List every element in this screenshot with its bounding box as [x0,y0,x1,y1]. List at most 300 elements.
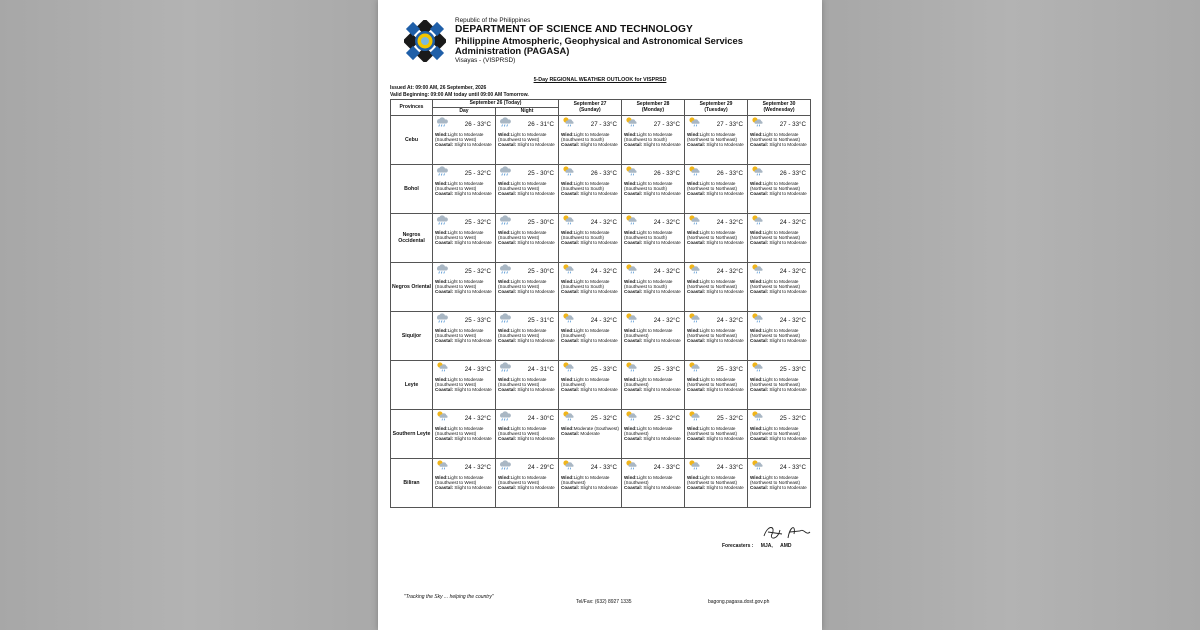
coastal-label: Coastal: [750,142,769,148]
wind-value: Light to Moderate (Northwest to Northeast) [750,475,801,486]
coastal-value: Slight to Moderate [643,387,681,393]
sun-cloud-rain-icon [624,214,639,232]
forecast-cell [685,116,748,165]
rain-cloud-icon [498,410,513,428]
forecast-cell [748,459,811,508]
temperature-range: 25 - 33°C [590,365,617,373]
wind-label: Wind: [687,279,700,284]
wind-label: Wind: [498,475,511,480]
wind-value: Light to Moderate (Northwest to Northeast) [750,328,801,339]
coastal-value: Slight to Moderate [517,240,555,246]
forecast-cell [622,410,685,459]
province-name: Siquijor [391,312,433,361]
coastal-value: Slight to Moderate [769,191,807,197]
coastal-value: Slight to Moderate [706,387,744,393]
wind-value: Light to Moderate (Southwest to South) [624,230,673,241]
forecast-cell [748,312,811,361]
coastal-value: Slight to Moderate [769,387,807,393]
forecasters-label: Forecasters : [722,543,754,549]
coastal-value: Slight to Moderate [643,436,681,442]
wind-value: Light to Moderate (Northwest to Northeast) [687,279,738,290]
sun-cloud-rain-icon [750,263,765,281]
wind-label: Wind: [498,279,511,284]
wind-label: Wind: [498,181,511,186]
forecast-cell [496,312,559,361]
sun-cloud-rain-icon [435,361,450,379]
wind-value: Light to Moderate (Southwest to West) [435,132,484,143]
forecast-cell [496,165,559,214]
wind-label: Wind: [498,328,511,333]
coastal-label: Coastal: [750,436,769,442]
forecast-cell [433,361,496,410]
wind-value: Light to Moderate (Southwest) [624,328,673,339]
coastal-value: Slight to Moderate [517,142,555,148]
wind-value: Light to Moderate (Southwest to West) [498,328,547,339]
coastal-label: Coastal: [687,387,706,393]
forecast-cell [559,312,622,361]
day-header: September 30 (Wednesday) [748,100,811,116]
temperature-range: 24 - 32°C [779,218,806,226]
temperature-range: 25 - 33°C [464,316,491,324]
forecast-cell [748,214,811,263]
temperature-range: 25 - 32°C [464,267,491,275]
coastal-label: Coastal: [435,338,454,344]
sun-cloud-rain-icon [624,312,639,330]
forecast-cell [685,214,748,263]
sun-cloud-rain-icon [750,214,765,232]
provinces-header: Provinces [391,100,433,116]
wind-value: Light to Moderate (Southwest to West) [498,181,547,192]
forecast-cell [685,312,748,361]
temperature-range: 24 - 32°C [653,316,680,324]
coastal-value: Slight to Moderate [454,240,492,246]
coastal-value: Slight to Moderate [706,485,744,491]
coastal-value: Slight to Moderate [454,436,492,442]
wind-label: Wind: [561,475,574,480]
forecast-cell [559,214,622,263]
table-row [391,312,811,361]
forecast-cell [433,165,496,214]
coastal-value: Slight to Moderate [580,240,618,246]
temperature-range: 25 - 33°C [716,365,743,373]
coastal-value: Slight to Moderate [643,485,681,491]
province-name: Biliran [391,459,433,508]
sun-cloud-rain-icon [687,459,702,477]
table-row [391,410,811,459]
temperature-range: 24 - 32°C [653,267,680,275]
coastal-label: Coastal: [624,387,643,393]
coastal-label: Coastal: [687,240,706,246]
sun-cloud-rain-icon [687,214,702,232]
wind-value: Light to Moderate (Southwest) [561,328,610,339]
today-night-header: Night [496,108,559,116]
coastal-value: Slight to Moderate [580,338,618,344]
temperature-range: 24 - 32°C [590,316,617,324]
rain-cloud-icon [498,361,513,379]
temperature-range: 24 - 29°C [527,463,554,471]
republic-line: Republic of the Philippines [455,17,531,24]
forecast-cell [748,410,811,459]
coastal-value: Moderate [580,431,600,437]
wind-value: Light to Moderate (Southwest to West) [498,279,547,290]
coastal-label: Coastal: [561,485,580,491]
wind-value: Light to Moderate (Southwest to South) [624,132,673,143]
wind-value: Light to Moderate (Southwest) [624,475,673,486]
forecast-cell [433,459,496,508]
coastal-label: Coastal: [498,387,517,393]
wind-label: Wind: [498,132,511,137]
wind-label: Wind: [750,181,763,186]
coastal-value: Slight to Moderate [643,289,681,295]
forecast-cell [559,165,622,214]
coastal-value: Slight to Moderate [769,485,807,491]
temperature-range: 26 - 33°C [590,169,617,177]
coastal-label: Coastal: [435,289,454,295]
temperature-range: 25 - 32°C [716,414,743,422]
forecaster-signatures [762,522,812,544]
wind-label: Wind: [750,377,763,382]
temperature-range: 27 - 33°C [779,120,806,128]
wind-value: Light to Moderate (Southwest to South) [624,279,673,290]
weather-outlook-table [390,99,811,508]
coastal-label: Coastal: [435,387,454,393]
sun-cloud-rain-icon [624,263,639,281]
wind-label: Wind: [435,377,448,382]
sun-cloud-rain-icon [624,410,639,428]
forecast-cell [496,263,559,312]
coastal-value: Slight to Moderate [706,289,744,295]
coastal-label: Coastal: [498,191,517,197]
sun-cloud-rain-icon [561,214,576,232]
forecast-cell [685,165,748,214]
temperature-range: 25 - 33°C [779,365,806,373]
wind-label: Wind: [624,230,637,235]
wind-value: Light to Moderate (Northwest to Northeast) [687,132,738,143]
forecast-cell [622,116,685,165]
forecast-cell [748,116,811,165]
wind-label: Wind: [561,328,574,333]
agency-name-line1: Philippine Atmospheric, Geophysical and Astronomical Services [455,34,743,46]
coastal-label: Coastal: [687,142,706,148]
wind-value: Light to Moderate (Northwest to Northeast) [750,279,801,290]
wind-value: Light to Moderate (Northwest to Northeast) [687,230,738,241]
rain-cloud-icon [435,165,450,183]
wind-label: Wind: [750,426,763,431]
table-row [391,263,811,312]
wind-value: Light to Moderate (Southwest to West) [435,230,484,241]
forecast-cell [496,214,559,263]
forecaster-name: AMD [780,543,792,549]
footer-motto: "Tracking the Sky ... helping the country" [404,594,494,600]
forecasters [722,543,792,549]
wind-label: Wind: [498,377,511,382]
coastal-label: Coastal: [561,431,580,437]
forecast-cell [685,361,748,410]
agency-name-line2: Administration (PAGASA) [455,45,570,57]
temperature-range: 24 - 32°C [779,267,806,275]
wind-label: Wind: [687,377,700,382]
coastal-label: Coastal: [435,142,454,148]
wind-value: Light to Moderate (Northwest to Northeast) [687,426,738,437]
table-row [391,116,811,165]
agency-header [455,17,743,64]
province-name: Cebu [391,116,433,165]
sun-cloud-rain-icon [624,459,639,477]
sun-cloud-rain-icon [750,116,765,134]
forecast-cell [685,410,748,459]
dost-logo [404,20,446,62]
wind-value: Moderate (Southwest) [573,426,619,431]
forecast-cell [622,165,685,214]
province-name: Negros Occidental [391,214,433,263]
province-name: Leyte [391,361,433,410]
sun-cloud-rain-icon [561,263,576,281]
wind-label: Wind: [750,230,763,235]
province-name: Negros Oriental [391,263,433,312]
table-row [391,459,811,508]
wind-label: Wind: [561,132,574,137]
sun-cloud-rain-icon [624,165,639,183]
document-page [378,0,822,630]
sun-cloud-rain-icon [687,312,702,330]
coastal-value: Slight to Moderate [706,338,744,344]
wind-label: Wind: [561,181,574,186]
coastal-label: Coastal: [687,485,706,491]
sun-cloud-rain-icon [687,263,702,281]
sun-cloud-rain-icon [687,165,702,183]
coastal-value: Slight to Moderate [706,191,744,197]
forecast-cell [433,312,496,361]
forecast-cell [622,312,685,361]
valid-period: Valid Beginning: 09:00 AM today until 09:00 AM Tomorrow. [390,91,529,98]
coastal-value: Slight to Moderate [517,191,555,197]
coastal-value: Slight to Moderate [706,142,744,148]
wind-value: Light to Moderate (Southwest to West) [435,181,484,192]
forecast-cell [559,459,622,508]
coastal-value: Slight to Moderate [643,240,681,246]
coastal-value: Slight to Moderate [769,289,807,295]
wind-value: Light to Moderate (Northwest to Northeast) [687,475,738,486]
coastal-label: Coastal: [498,142,517,148]
forecast-cell [622,361,685,410]
wind-label: Wind: [624,132,637,137]
temperature-range: 24 - 32°C [716,316,743,324]
wind-label: Wind: [561,279,574,284]
day-header: September 29 (Tuesday) [685,100,748,116]
coastal-value: Slight to Moderate [580,289,618,295]
rain-cloud-icon [435,116,450,134]
forecast-cell [559,361,622,410]
sun-cloud-rain-icon [750,312,765,330]
wind-label: Wind: [435,181,448,186]
temperature-range: 25 - 30°C [527,218,554,226]
coastal-label: Coastal: [687,436,706,442]
coastal-label: Coastal: [498,485,517,491]
wind-label: Wind: [498,230,511,235]
forecast-cell [622,263,685,312]
wind-value: Light to Moderate (Southwest to West) [498,377,547,388]
coastal-value: Slight to Moderate [580,485,618,491]
coastal-label: Coastal: [561,191,580,197]
forecast-cell [559,116,622,165]
rain-cloud-icon [435,263,450,281]
forecast-cell [559,263,622,312]
temperature-range: 24 - 31°C [527,365,554,373]
temperature-range: 26 - 33°C [653,169,680,177]
footer-telfax: Tel/Fax: (632) 8927 1335 [576,599,632,605]
wind-label: Wind: [687,475,700,480]
coastal-value: Slight to Moderate [580,387,618,393]
coastal-value: Slight to Moderate [706,436,744,442]
temperature-range: 25 - 31°C [527,316,554,324]
wind-label: Wind: [750,475,763,480]
coastal-value: Slight to Moderate [580,191,618,197]
forecaster-name: MJA, [760,543,773,549]
coastal-value: Slight to Moderate [769,240,807,246]
temperature-range: 24 - 33°C [464,365,491,373]
wind-label: Wind: [435,475,448,480]
department-name: DEPARTMENT OF SCIENCE AND TECHNOLOGY [455,24,693,36]
wind-label: Wind: [498,426,511,431]
coastal-label: Coastal: [624,485,643,491]
sun-cloud-rain-icon [687,116,702,134]
rain-cloud-icon [498,312,513,330]
coastal-label: Coastal: [750,387,769,393]
wind-label: Wind: [687,328,700,333]
wind-value: Light to Moderate (Southwest to South) [624,181,673,192]
wind-label: Wind: [624,426,637,431]
coastal-value: Slight to Moderate [517,289,555,295]
coastal-value: Slight to Moderate [454,289,492,295]
wind-value: Light to Moderate (Southwest to West) [435,328,484,339]
province-name: Southern Leyte [391,410,433,459]
rain-cloud-icon [498,263,513,281]
coastal-label: Coastal: [435,436,454,442]
forecast-cell [622,214,685,263]
forecast-cell [748,361,811,410]
coastal-label: Coastal: [750,191,769,197]
wind-value: Light to Moderate (Southwest to West) [435,279,484,290]
rain-cloud-icon [435,312,450,330]
forecast-cell [748,263,811,312]
coastal-label: Coastal: [435,191,454,197]
coastal-value: Slight to Moderate [517,485,555,491]
forecast-cell [685,459,748,508]
wind-label: Wind: [561,230,574,235]
wind-value: Light to Moderate (Southwest) [561,475,610,486]
temperature-range: 24 - 33°C [716,463,743,471]
rain-cloud-icon [435,214,450,232]
wind-label: Wind: [435,328,448,333]
background-left [0,0,378,630]
temperature-range: 24 - 32°C [716,218,743,226]
wind-label: Wind: [687,132,700,137]
rain-cloud-icon [498,165,513,183]
temperature-range: 25 - 32°C [590,414,617,422]
wind-value: Light to Moderate (Southwest to South) [561,230,610,241]
coastal-label: Coastal: [687,338,706,344]
coastal-value: Slight to Moderate [517,338,555,344]
forecast-cell [748,165,811,214]
forecast-cell [496,459,559,508]
coastal-value: Slight to Moderate [769,436,807,442]
coastal-label: Coastal: [624,289,643,295]
coastal-label: Coastal: [498,289,517,295]
table-row [391,165,811,214]
rain-cloud-icon [498,459,513,477]
table-row [391,214,811,263]
today-day-header: Day [433,108,496,116]
temperature-range: 27 - 33°C [716,120,743,128]
wind-label: Wind: [624,475,637,480]
coastal-value: Slight to Moderate [517,387,555,393]
sun-cloud-rain-icon [561,165,576,183]
wind-value: Light to Moderate (Northwest to Northeast) [750,426,801,437]
sun-cloud-rain-icon [561,312,576,330]
wind-value: Light to Moderate (Southwest) [561,377,610,388]
wind-value: Light to Moderate (Southwest to West) [498,475,547,486]
coastal-value: Slight to Moderate [517,436,555,442]
coastal-label: Coastal: [750,485,769,491]
wind-label: Wind: [687,230,700,235]
coastal-label: Coastal: [750,240,769,246]
wind-label: Wind: [435,132,448,137]
sun-cloud-rain-icon [750,410,765,428]
temperature-range: 24 - 33°C [590,463,617,471]
coastal-label: Coastal: [498,240,517,246]
temperature-range: 24 - 32°C [716,267,743,275]
wind-value: Light to Moderate (Northwest to Northeast) [750,230,801,241]
temperature-range: 24 - 32°C [779,316,806,324]
footer-website[interactable]: bagong.pagasa.dost.gov.ph [708,599,770,605]
coastal-value: Slight to Moderate [454,485,492,491]
temperature-range: 25 - 32°C [464,169,491,177]
coastal-value: Slight to Moderate [454,387,492,393]
wind-value: Light to Moderate (Northwest to Northeast) [687,377,738,388]
day-header: September 27 (Sunday) [559,100,622,116]
coastal-value: Slight to Moderate [706,240,744,246]
coastal-label: Coastal: [624,191,643,197]
background-right [822,0,1200,630]
coastal-label: Coastal: [624,436,643,442]
wind-value: Light to Moderate (Southwest to West) [498,132,547,143]
sun-cloud-rain-icon [561,361,576,379]
coastal-value: Slight to Moderate [643,191,681,197]
wind-value: Light to Moderate (Northwest to Northeast) [750,181,801,192]
coastal-value: Slight to Moderate [643,338,681,344]
wind-value: Light to Moderate (Southwest) [624,426,673,437]
sun-cloud-rain-icon [561,410,576,428]
sun-cloud-rain-icon [435,459,450,477]
region-line: Visayas - (VISPRSD) [455,56,516,64]
forecast-cell [622,459,685,508]
wind-label: Wind: [624,181,637,186]
province-name: Bohol [391,165,433,214]
wind-label: Wind: [624,279,637,284]
coastal-label: Coastal: [624,142,643,148]
forecast-cell [685,263,748,312]
temperature-range: 26 - 33°C [716,169,743,177]
temperature-range: 24 - 32°C [464,414,491,422]
temperature-range: 27 - 33°C [653,120,680,128]
coastal-label: Coastal: [435,240,454,246]
table-row [391,361,811,410]
wind-value: Light to Moderate (Southwest to West) [435,377,484,388]
sun-cloud-rain-icon [750,165,765,183]
sun-cloud-rain-icon [687,361,702,379]
coastal-label: Coastal: [624,240,643,246]
document-title: 5-Day REGIONAL WEATHER OUTLOOK for VISPRSD [533,77,667,83]
